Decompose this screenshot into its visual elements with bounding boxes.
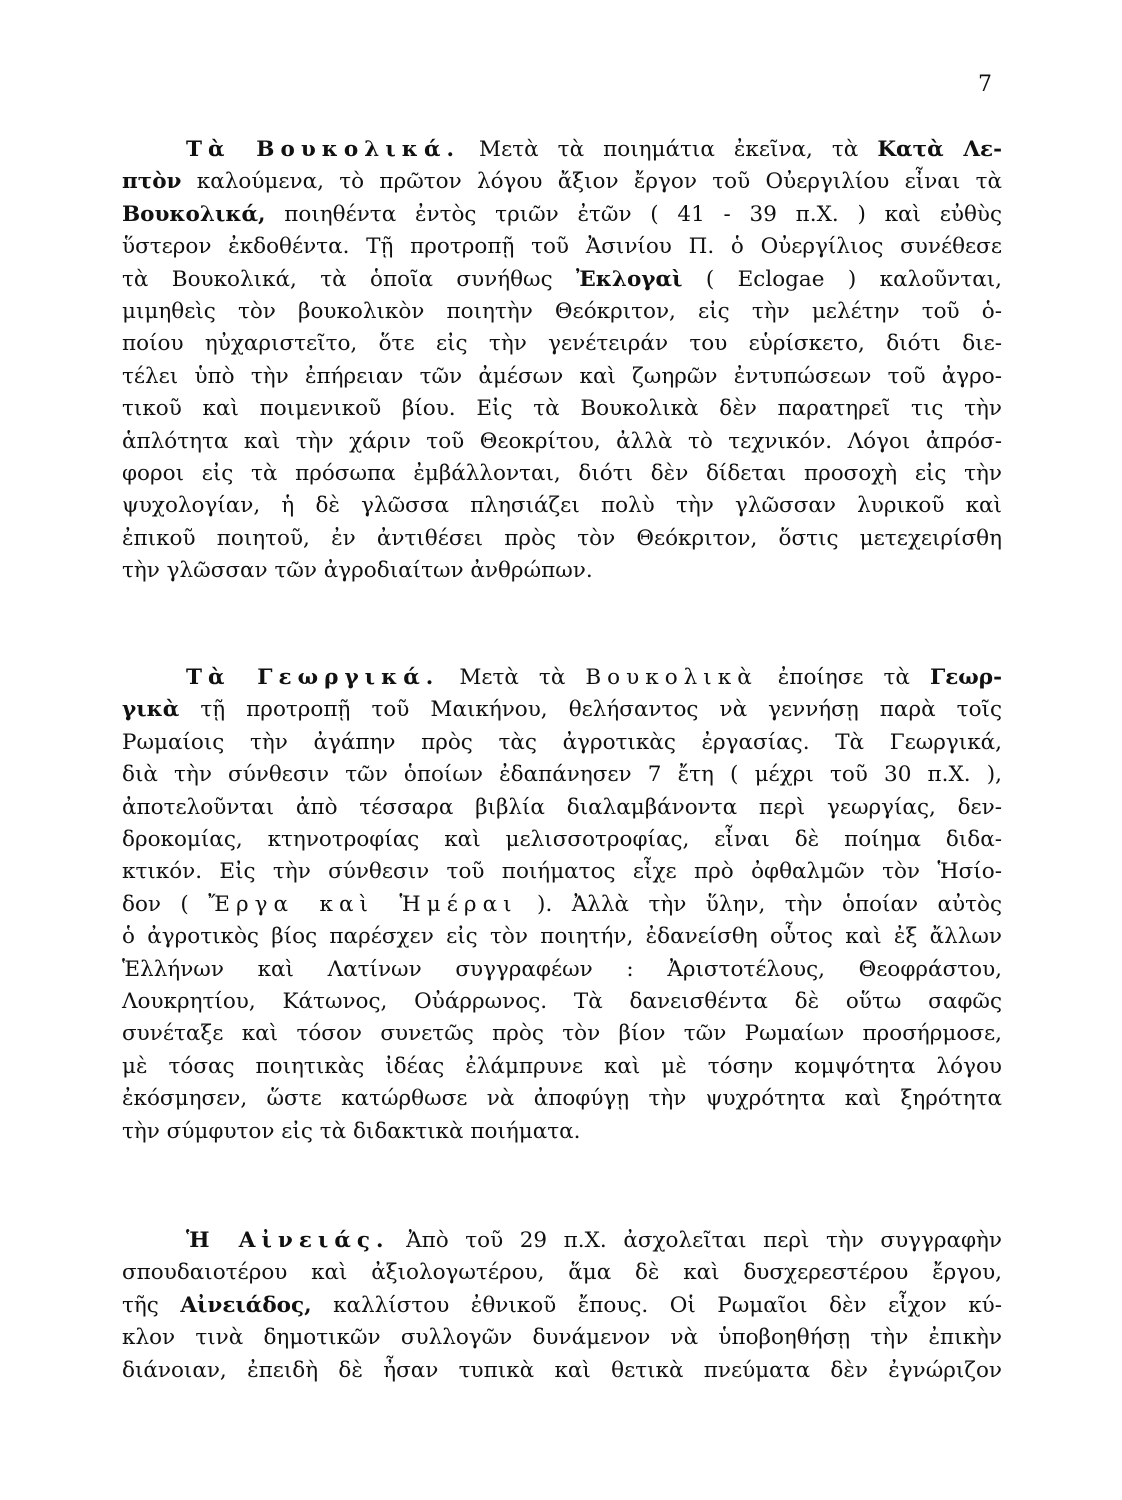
text-line: τῆς Αἰνειάδος, καλλίστου ἐθνικοῦ ἔπους. Οἱ Ρωμαῖοι δὲν εἶχον κύ- — [122, 1292, 1002, 1318]
text-line: ἐκόσμησεν, ὥστε κατώρθωσε νὰ ἀποφύγῃ τὴν ψυχρότητα καὶ ξηρότητα — [122, 1086, 1002, 1112]
section-heading: Τὰ Γεωργικά. — [186, 665, 440, 690]
text-line: Ρωμαίοις τὴν ἀγάπην πρὸς τὰς ἀγροτικὰς ἐργασίας. Τὰ Γεωργικά, — [122, 729, 1002, 755]
text-line: τὴν γλῶσσαν τῶν ἀγροδιαίτων ἀνθρώπων. — [122, 558, 593, 584]
text-line: τὴν σύμφυτον εἰς τὰ διδακτικὰ ποιήματα. — [122, 1118, 581, 1144]
text-line: κτικόν. Εἰς τὴν σύνθεσιν τοῦ ποιήματος εἶχε πρὸ ὀφθαλμῶν τὸν Ἡσίο- — [122, 859, 1002, 885]
text-line: Τὰ Γεωργικά. Μετὰ τὰ Βουκολικὰ ἐποίησε τὰ Γεωρ- — [186, 665, 1002, 690]
paragraph-aeneid — [122, 1225, 1002, 1387]
text-line: ἀποτελοῦνται ἀπὸ τέσσαρα βιβλία διαλαμβάνοντα περὶ γεωργίας, δεν- — [122, 794, 1002, 820]
text-line: μὲ τόσας ποιητικὰς ἰδέας ἐλάμπρυνε καὶ μὲ τόσην κομψότητα λόγου — [122, 1053, 1002, 1079]
text-line: Ἡ Αἰνειάς. Ἀπὸ τοῦ 29 π.Χ. ἀσχολεῖται περὶ τὴν συγγραφὴν — [186, 1228, 1002, 1253]
text-line: Τὰ Βουκολικά. Μετὰ τὰ ποιημάτια ἐκεῖνα, τὰ Κατὰ Λε- — [186, 137, 1002, 162]
text-line: τικοῦ καὶ ποιμενικοῦ βίου. Εἰς τὰ Βουκολικὰ δὲν παρατηρεῖ τις τὴν — [122, 396, 1002, 422]
text-line: γικὰ τῇ προτροπῇ τοῦ Μαικήνου, θελήσαντος νὰ γεννήσῃ παρὰ τοῖς — [122, 697, 1002, 723]
text-line: Ἑλλήνων καὶ Λατίνων συγγραφέων : Ἀριστοτέλους, Θεοφράστου, — [122, 956, 1002, 982]
text-line: φοροι εἰς τὰ πρόσωπα ἐμβάλλονται, διότι δὲν δίδεται προσοχὴ εἰς τὴν — [122, 461, 1002, 487]
section-heading: Τὰ Βουκολικά. — [186, 137, 461, 162]
text-line: ποίου ηὐχαριστεῖτο, ὅτε εἰς τὴν γενέτειράν του εὑρίσκετο, διότι διε- — [122, 331, 1002, 357]
text-line: πτὸν καλούμενα, τὸ πρῶτον λόγου ἄξιον ἔργον τοῦ Οὐεργιλίου εἶναι τὰ — [122, 169, 1002, 195]
text-line: τέλει ὑπὸ τὴν ἐπήρειαν τῶν ἀμέσων καὶ ζωηρῶν ἐντυπώσεων τοῦ ἀγρο- — [122, 363, 1002, 389]
paragraph-georgics — [122, 662, 1002, 1148]
text-line: ψυχολογίαν, ἡ δὲ γλῶσσα πλησιάζει πολὺ τὴν γλῶσσαν λυρικοῦ καὶ — [122, 493, 1002, 519]
text-line: διὰ τὴν σύνθεσιν τῶν ὁποίων ἐδαπάνησεν 7 ἔτη ( μέχρι τοῦ 30 π.Χ. ), — [122, 762, 1002, 788]
text-line: ἁπλότητα καὶ τὴν χάριν τοῦ Θεοκρίτου, ἀλλὰ τὸ τεχνικόν. Λόγοι ἀπρόσ- — [122, 428, 1002, 454]
text-line: ἐπικοῦ ποιητοῦ, ἐν ἀντιθέσει πρὸς τὸν Θεόκριτον, ὅστις μετεχειρίσθη — [122, 525, 1002, 551]
text-line: μιμηθεὶς τὸν βουκολικὸν ποιητὴν Θεόκριτον, εἰς τὴν μελέτην τοῦ ὁ- — [122, 299, 1002, 325]
text-line: ὁ ἀγροτικὸς βίος παρέσχεν εἰς τὸν ποιητήν, ἐδανείσθη οὗτος καὶ ἐξ ἄλλων — [122, 924, 1002, 950]
text-line: δον ( Ἔργα καὶ Ἡμέραι ). Ἀλλὰ τὴν ὕλην, τὴν ὁποίαν αὐτὸς — [122, 891, 1002, 917]
text-line: τὰ Βουκολικά, τὰ ὁποῖα συνήθως Ἐκλογαὶ ( Eclogae ) καλοῦνται, — [122, 266, 1002, 292]
text-line: κλον τινὰ δημοτικῶν συλλογῶν δυνάμενον νὰ ὑποβοηθήσῃ τὴν ἐπικὴν — [122, 1325, 1002, 1351]
text-line: Βουκολικά, ποιηθέντα ἐντὸς τριῶν ἐτῶν ( 41 - 39 π.Χ. ) καὶ εὐθὺς — [122, 201, 1002, 227]
text-line: διάνοιαν, ἐπειδὴ δὲ ἦσαν τυπικὰ καὶ θετικὰ πνεύματα δὲν ἐγνώριζον — [122, 1357, 1002, 1383]
section-heading: Ἡ Αἰνειάς. — [186, 1228, 390, 1253]
text-line: σπουδαιοτέρου καὶ ἀξιολογωτέρου, ἅμα δὲ καὶ δυσχερεστέρου ἔργου, — [122, 1260, 1002, 1286]
text-line: ὕστερον ἐκδοθέντα. Τῇ προτροπῇ τοῦ Ἀσινίου Π. ὁ Οὐεργίλιος συνέθεσε — [122, 234, 1002, 260]
text-line: Λουκρητίου, Κάτωνος, Οὐάρρωνος. Τὰ δανεισθέντα δὲ οὕτω σαφῶς — [122, 989, 1002, 1015]
text-line: δροκομίας, κτηνοτροφίας καὶ μελισσοτροφίας, εἶναι δὲ ποίημα διδα- — [122, 827, 1002, 853]
text-line: συνέταξε καὶ τόσον συνετῶς πρὸς τὸν βίον τῶν Ρωμαίων προσήρμοσε, — [122, 1021, 1002, 1047]
paragraph-bucolics — [122, 134, 1002, 588]
page-number: 7 — [978, 72, 992, 97]
